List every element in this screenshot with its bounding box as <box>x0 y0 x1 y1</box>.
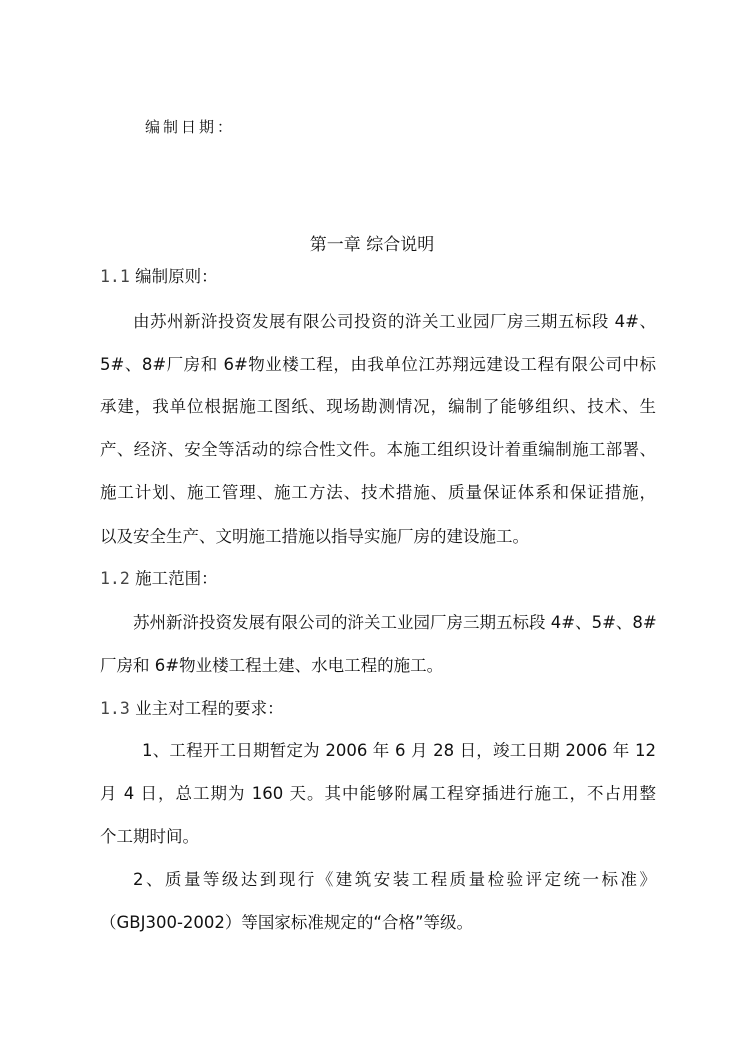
compile-date-label: 编制日期： <box>145 118 236 136</box>
paragraph-line: 厂房和 6#物业楼工程土建、水电工程的施工。 <box>100 656 444 675</box>
paragraph-line: 以及安全生产、文明施工措施以指导实施厂房的建设施工。 <box>100 527 529 546</box>
paragraph-line: 承建，我单位根据施工图纸、现场勘测情况，编制了能够组织、技术、生 <box>100 397 656 416</box>
paragraph-line: 施工计划、施工管理、施工方法、技术措施、质量保证体系和保证措施， <box>100 483 656 502</box>
paragraph-line: 2、质量等级达到现行《建筑安装工程质量检验评定统一标准》 <box>133 870 656 889</box>
section-title: 业主对工程的要求： <box>135 699 284 718</box>
chapter-title: 第一章 综合说明 <box>309 235 435 255</box>
section-heading-1-2 <box>100 569 656 589</box>
section-heading-1-1 <box>100 267 656 287</box>
section-number: 1.3 <box>100 699 130 718</box>
paragraph-line: （GBJ300-2002）等国家标准规定的“合格”等级。 <box>100 913 474 932</box>
section-number: 1.2 <box>100 569 130 588</box>
paragraph-line: 个工期时间。 <box>100 827 199 846</box>
paragraph-line: 月 4 日，总工期为 160 天。其中能够附属工程穿插进行施工，不占用整 <box>100 784 656 803</box>
paragraph-line: 5#、8#厂房和 6#物业楼工程，由我单位江苏翔远建设工程有限公司中标 <box>100 355 656 374</box>
paragraph-line: 苏州新浒投资发展有限公司的浒关工业园厂房三期五标段 4#、5#、8# <box>133 613 657 632</box>
section-heading-1-3 <box>100 699 656 719</box>
paragraph-line: 由苏州新浒投资发展有限公司投资的浒关工业园厂房三期五标段 4#、 <box>133 312 656 331</box>
paragraph-line: 产、经济、安全等活动的综合性文件。本施工组织设计着重编制施工部署、 <box>100 440 656 459</box>
paragraph-line: 1、工程开工日期暂定为 2006 年 6 月 28 日，竣工日期 2006 年 12 <box>142 741 656 760</box>
section-title: 施工范围： <box>135 569 218 588</box>
section-number: 1.1 <box>100 267 130 286</box>
section-title: 编制原则： <box>135 267 218 286</box>
